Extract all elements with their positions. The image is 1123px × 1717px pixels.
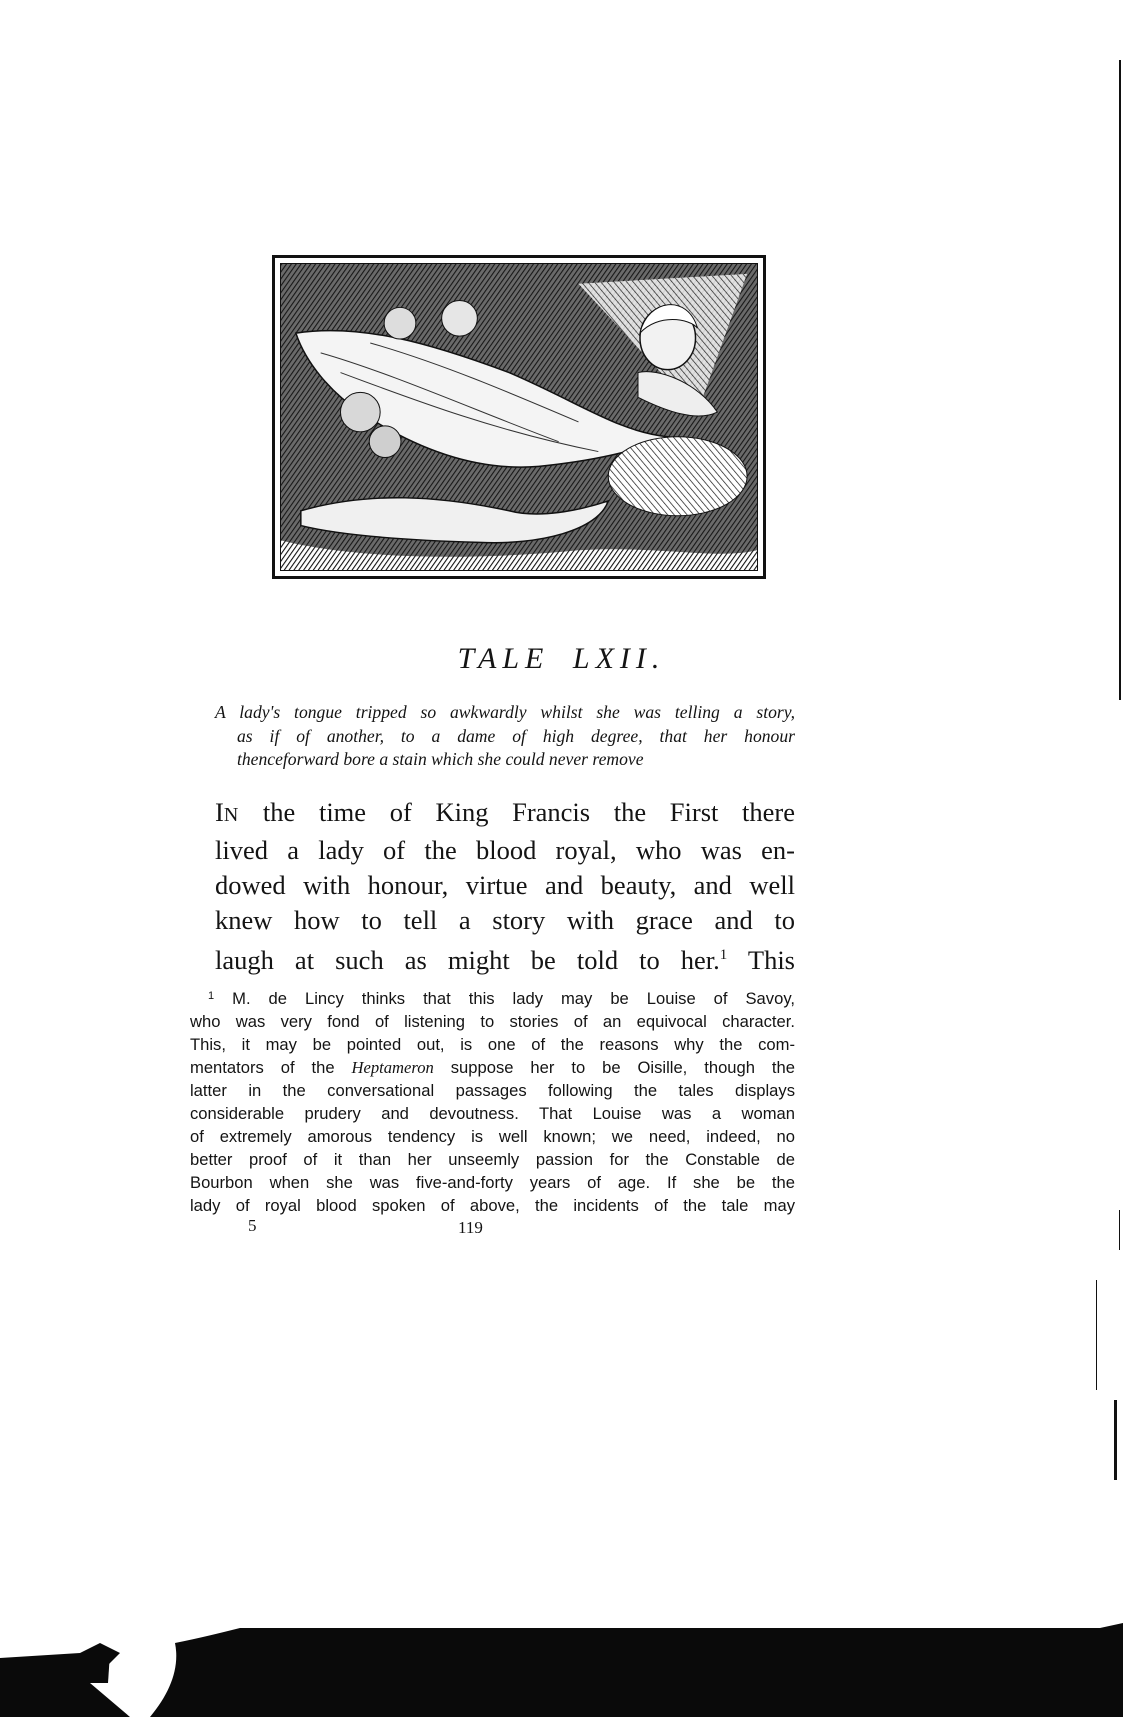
page-edge-line xyxy=(1114,1400,1117,1480)
body-line-text: This xyxy=(727,944,795,975)
summary-line: A lady's tongue tripped so awkwardly whilst she was telling a story, xyxy=(215,702,795,722)
footnote-marker: 1 xyxy=(208,990,215,1002)
footnote-line: lady of royal blood spoken of above, the incidents of the tale may xyxy=(190,1196,795,1215)
tale-title: TALE LXII. xyxy=(457,642,666,675)
scan-edge-shadow xyxy=(0,1623,1123,1717)
footnote-line: better proof of it than her unseemly passion for the Constable de xyxy=(190,1150,795,1169)
signature-mark: 5 xyxy=(248,1216,257,1235)
footnote-line: Bourbon when she was five-and-forty years of age. If she be the xyxy=(190,1173,795,1192)
footnote xyxy=(190,985,795,1217)
body-line: lived a lady of the blood royal, who was en- xyxy=(215,835,795,865)
footnote-line xyxy=(190,1056,795,1079)
tale-summary xyxy=(215,701,795,772)
footnote-line: This, it may be pointed out, is one of the reasons why the com- xyxy=(190,1035,795,1054)
initial-letter: I xyxy=(215,797,224,827)
small-cap-letter: N xyxy=(223,804,240,826)
book-title: Heptameron xyxy=(351,1058,434,1077)
footnote-text: mentators of the xyxy=(190,1058,352,1077)
body-line: knew how to tell a story with grace and to xyxy=(215,905,795,935)
footnote-line xyxy=(190,985,795,1010)
page-edge-line xyxy=(1096,1280,1097,1390)
page-edge-line xyxy=(1119,60,1121,700)
body-line-text: the time of King Francis the First there xyxy=(239,797,795,827)
body-line xyxy=(215,795,795,833)
summary-line: thenceforward bore a stain which she could never remove xyxy=(237,749,644,769)
footnote-line: latter in the conversational passages following the tales displays xyxy=(190,1081,795,1100)
body-paragraph xyxy=(215,795,795,978)
summary-line: as if of another, to a dame of high degree, that her honour xyxy=(237,725,795,746)
footnote-text: M. de Lincy thinks that this lady may be Louise of Savoy, xyxy=(232,989,795,1008)
footnote-line: of extremely amorous tendency is well known; we need, indeed, no xyxy=(190,1127,795,1146)
footnote-reference[interactable]: 1 xyxy=(719,947,728,963)
page-number: 119 xyxy=(458,1218,483,1237)
engraving-illustration xyxy=(272,255,766,579)
body-line xyxy=(215,938,795,978)
body-line-text: laugh at such as might be told to her. xyxy=(215,944,720,975)
engraving-drawing xyxy=(281,264,757,570)
footnote-text: suppose her to be Oisille, though the xyxy=(433,1058,795,1077)
footnote-line: who was very fond of listening to stories of an equivocal character. xyxy=(190,1012,795,1031)
body-line: dowed with honour, virtue and beauty, and well xyxy=(215,870,795,900)
footnote-line: considerable prudery and devoutness. That Louise was a woman xyxy=(190,1104,795,1123)
page-edge-line xyxy=(1119,1210,1120,1250)
